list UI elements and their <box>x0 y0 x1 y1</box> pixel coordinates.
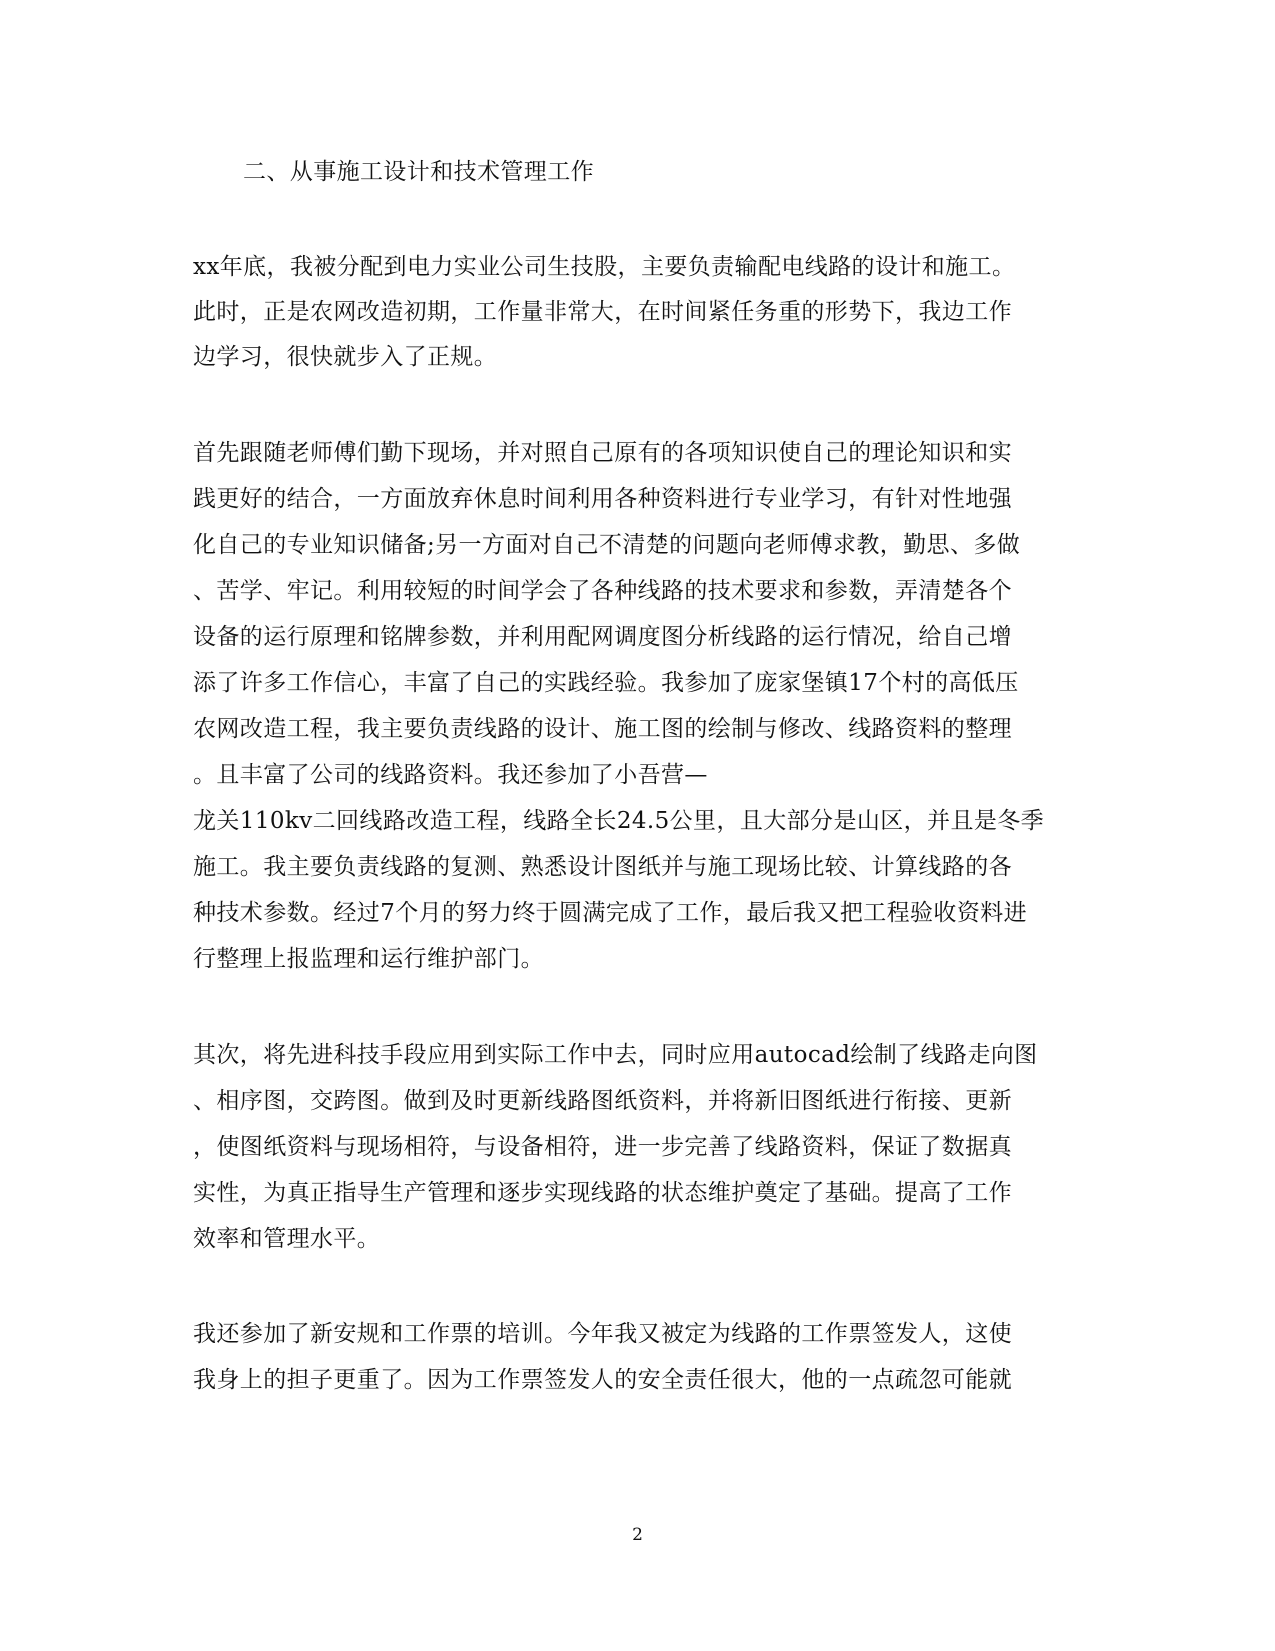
paragraph-2-line-11: 种技术参数。经过7个月的努力终于圆满完成了工作，最后我又把工程验收资料进 <box>193 900 1028 926</box>
paragraph-2-line-3: 化自己的专业知识储备;另一方面对自己不清楚的问题向老师傅求教，勤思、多做 <box>193 532 1021 558</box>
paragraph-1-line-3: 边学习，很快就步入了正规。 <box>193 344 498 370</box>
paragraph-2-line-2: 践更好的结合，一方面放弃休息时间利用各种资料进行专业学习，有针对性地强 <box>193 486 1012 512</box>
paragraph-1-line-1: xx年底，我被分配到电力实业公司生技股，主要负责输配电线路的设计和施工。 <box>193 254 1016 280</box>
paragraph-2-line-8: 。且丰富了公司的线路资料。我还参加了小吾营— <box>193 762 708 788</box>
paragraph-2-line-4: 、苦学、牢记。利用较短的时间学会了各种线路的技术要求和参数，弄清楚各个 <box>193 578 1012 604</box>
paragraph-2-line-12: 行整理上报监理和运行维护部门。 <box>193 946 544 972</box>
paragraph-4-line-1: 我还参加了新安规和工作票的培训。今年我又被定为线路的工作票签发人，这使 <box>193 1321 1012 1347</box>
paragraph-3-line-5: 效率和管理水平。 <box>193 1226 381 1252</box>
paragraph-3-line-3: ，使图纸资料与现场相符，与设备相符，进一步完善了线路资料，保证了数据真 <box>193 1134 1012 1160</box>
page-number: 2 <box>632 1525 643 1545</box>
section-heading: 二、从事施工设计和技术管理工作 <box>243 159 594 185</box>
paragraph-2-line-10: 施工。我主要负责线路的复测、熟悉设计图纸并与施工现场比较、计算线路的各 <box>193 854 1012 880</box>
paragraph-3-line-1: 其次，将先进科技手段应用到实际工作中去，同时应用autocad绘制了线路走向图 <box>193 1042 1038 1068</box>
paragraph-1-line-2: 此时，正是农网改造初期，工作量非常大，在时间紧任务重的形势下，我边工作 <box>193 299 1012 325</box>
paragraph-2-line-9: 龙关110kv二回线路改造工程，线路全长24.5公里，且大部分是山区，并且是冬季 <box>193 808 1045 834</box>
paragraph-2-line-1: 首先跟随老师傅们勤下现场，并对照自己原有的各项知识使自己的理论知识和实 <box>193 440 1012 466</box>
paragraph-3-line-2: 、相序图，交跨图。做到及时更新线路图纸资料，并将新旧图纸进行衔接、更新 <box>193 1088 1012 1114</box>
paragraph-3-line-4: 实性，为真正指导生产管理和逐步实现线路的状态维护奠定了基础。提高了工作 <box>193 1180 1012 1206</box>
paragraph-2-line-6: 添了许多工作信心，丰富了自己的实践经验。我参加了庞家堡镇17个村的高低压 <box>193 670 1019 696</box>
paragraph-2-line-7: 农网改造工程，我主要负责线路的设计、施工图的绘制与修改、线路资料的整理 <box>193 716 1012 742</box>
paragraph-2-line-5: 设备的运行原理和铭牌参数，并利用配网调度图分析线路的运行情况，给自己增 <box>193 624 1012 650</box>
paragraph-4-line-2: 我身上的担子更重了。因为工作票签发人的安全责任很大，他的一点疏忽可能就 <box>193 1367 1012 1393</box>
